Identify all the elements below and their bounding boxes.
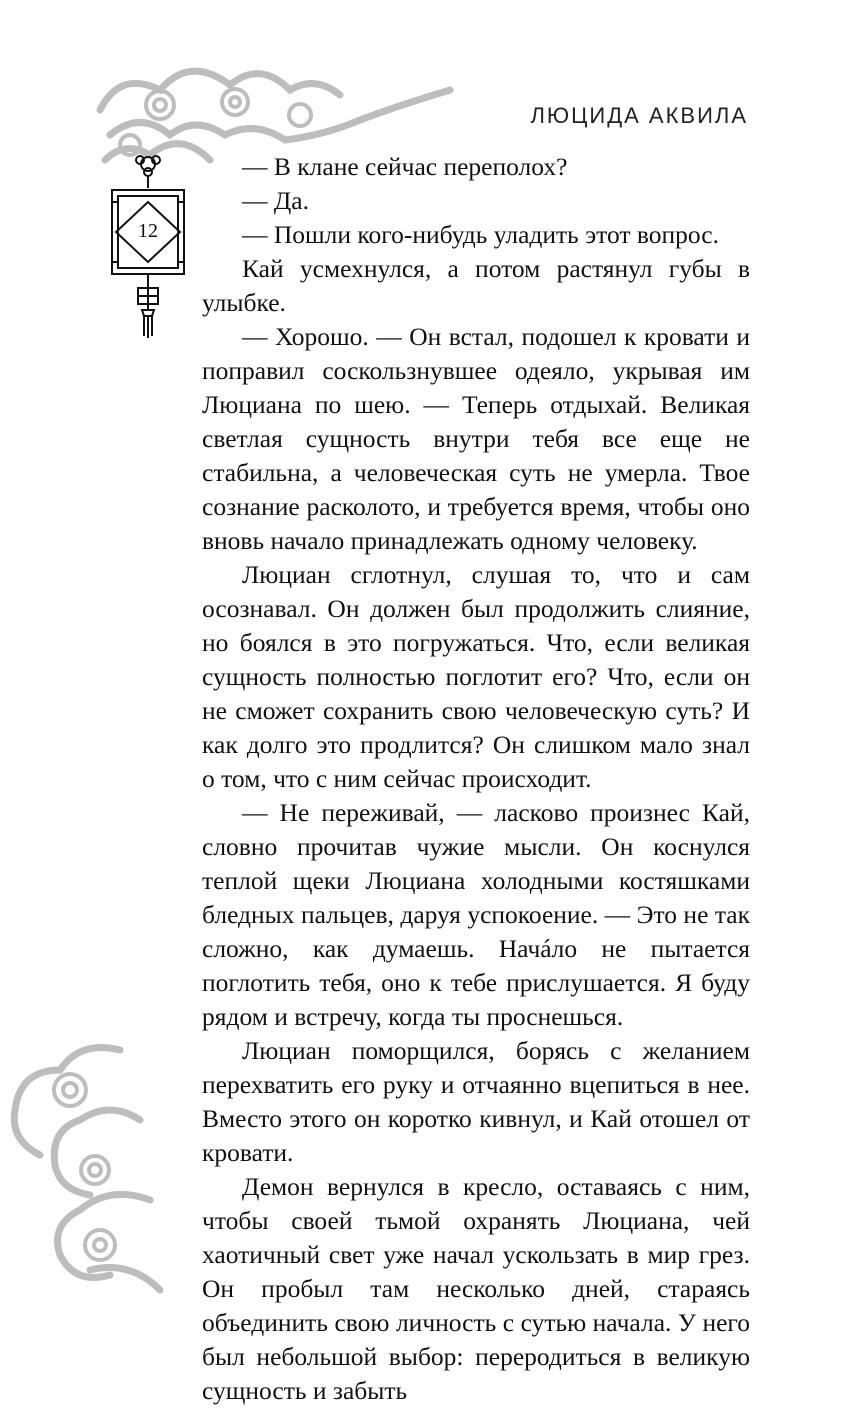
- running-head: ЛЮЦИДА АКВИЛА: [530, 103, 748, 128]
- paragraph: — Пошли кого-нибудь уладить этот вопрос.: [242, 220, 719, 249]
- cloud-ornament-bottom-icon: [0, 1020, 170, 1317]
- paragraph: Демон вернулся в кресло, оставаясь с ним, чтобы своей тьмой охранять Люциана, чей хаотичный свет уже начал ускользать в мир грез. Он пробыл там несколько дней, стараясь объединить свою личность с сутью начала. У него был небольшой выбор: переродиться в великую сущность и забыть: [202, 1172, 750, 1405]
- paragraph: — Да.: [242, 186, 309, 215]
- paragraph: — Хорошо. — Он встал, подошел к кровати и поправил соскользнувшее одеяло, укрывая им Люциана по шею. — Теперь отдыхай. Великая светлая сущность внутри тебя все еще не стабильна, а человеческая суть не умерла. Твое сознание расколото, и требуется время, чтобы оно вновь начало принадлежать одному человеку.: [202, 322, 750, 555]
- knot-pendant-icon: [100, 150, 196, 340]
- body-text: [202, 150, 750, 1408]
- paragraph: Люциан сглотнул, слушая то, что и сам осознавал. Он должен был продолжить слияние, но боялся в это погружаться. Что, если великая сущность полностью поглотит его? Что, если он не сможет сохранить свою человеческую суть? И как долго это продлится? Он слишком мало знал о том, что с ним сейчас происходит.: [202, 560, 750, 793]
- paragraph: — В клане сейчас переполох?: [242, 152, 568, 181]
- page-number: 12: [138, 220, 158, 242]
- paragraph: Люциан поморщился, борясь с желанием перехватить его руку и отчаянно вцепиться в нее. Вместо этого он коротко кивнул, и Кай отошел от кровати.: [202, 1036, 750, 1167]
- paragraph: Кай усмехнулся, а потом растянул губы в улыбке.: [202, 254, 750, 317]
- paragraph: — Не переживай, — ласково произнес Кай, словно прочитав чужие мысли. Он коснулся теплой щеки Люциана холодными костяшками бледных пальцев, даруя успокоение. — Это не так сложно, как думаешь. Начáло не пытается поглотить тебя, оно к тебе прислушается. Я буду рядом и встречу, когда ты проснешься.: [202, 798, 750, 1031]
